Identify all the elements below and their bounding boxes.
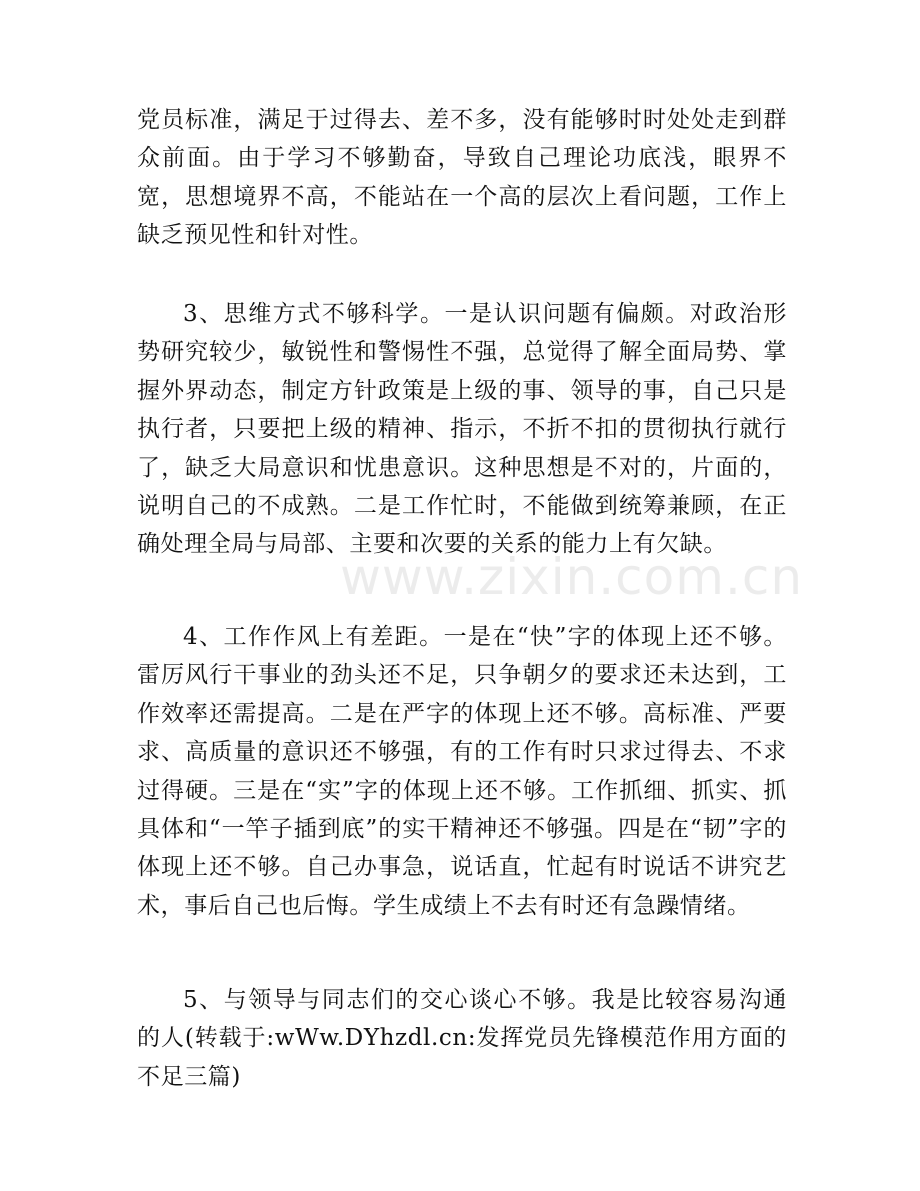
paragraph-continuation: 党员标准，满足于过得去、差不多，没有能够时时处处走到群众前面。由于学习不够勤奋，导致自己理论功底浅，眼界不宽，思想境界不高，不能站在一个高的层次上看问题，工作上缺乏预见性和针对性。	[137, 107, 787, 249]
paragraph-item-5: 5、与领导与同志们的交心谈心不够。我是比较容易沟通的人(转载于:wWw.DYhzdl.cn:发挥党员先锋模范作用方面的不足三篇)	[137, 987, 787, 1090]
paragraph-item-4: 4、工作作风上有差距。一是在“快”字的体现上还不够。雷厉风行干事业的劲头还不足，只争朝夕的要求还未达到，工作效率还需提高。二是在严字的体现上还不够。高标准、严要求、高质量的意识还不够强，有的工作有时只求过得去、不求过得硬。三是在“实”字的体现上还不够。工作抓细、抓实、抓具体和“一竿子插到底”的实干精神还不够强。四是在“韧”字的体现上还不够。自己办事急，说话直，忙起有时说话不讲究艺术，事后自己也后悔。学生成绩上不去有时还有急躁情绪。	[137, 624, 787, 919]
paragraph-item-3: 3、思维方式不够科学。一是认识问题有偏颇。对政治形势研究较少，敏锐性和警惕性不强，总觉得了解全面局势、掌握外界动态，制定方针政策是上级的事、领导的事，自己只是执行者，只要把上级的精神、指示，不折不扣的贯彻执行就行了，缺乏大局意识和忧患意识。这种思想是不对的，片面的，说明自己的不成熟。二是工作忙时，不能做到统筹兼顾，在正确处理全局与局部、主要和次要的关系的能力上有欠缺。	[137, 301, 787, 558]
watermark: www.zixin.com.cn	[340, 548, 804, 606]
